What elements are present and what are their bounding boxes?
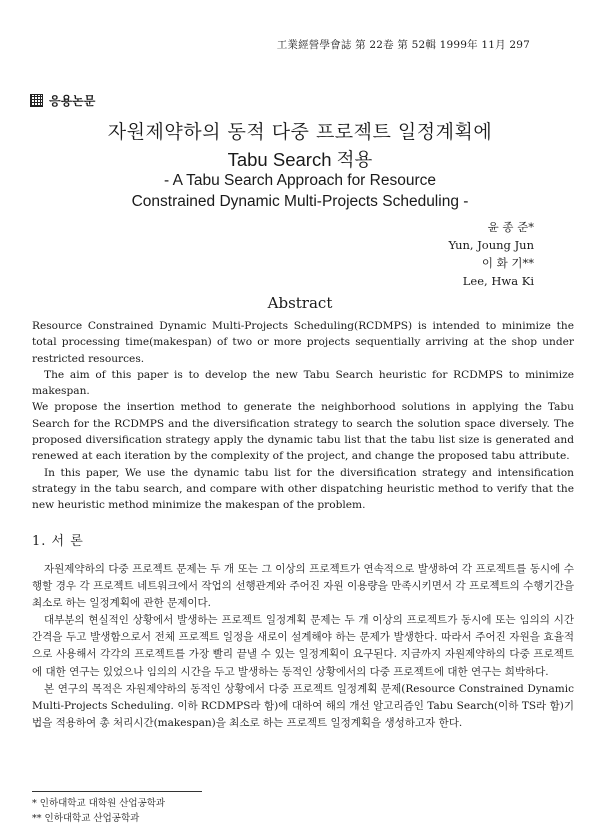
introduction-body (32, 561, 574, 732)
running-header: 工業經營學會誌 第 22卷 第 52輯 1999年 11月 297 (276, 39, 530, 51)
abstract-paragraph: The aim of this paper is to develop the new Tabu Search heuristic for RCDMPS to minimize makespan. (32, 368, 574, 398)
footnote-1: * 인하대학교 대학원 산업공학과 (32, 798, 166, 809)
abstract-paragraph: In this paper, We use the dynamic tabu list for the diversification strategy and intensification strategy in the tabu search, and compare with other dispatching heuristic method to verify that the new heuristic method minimize the makespan of the problem. (32, 466, 574, 512)
section-heading-introduction: 1. 서 론 (32, 534, 84, 549)
author-block (448, 218, 534, 290)
hatched-square-icon (30, 94, 43, 107)
footnotes (32, 796, 165, 826)
title-english-main: Tabu Search 적용 (227, 149, 373, 170)
section-tag-label: 응용논문 (49, 94, 96, 108)
title-english-subtitle-line2: Constrained Dynamic Multi-Projects Scheduling - (131, 193, 469, 210)
abstract-paragraph: Resource Constrained Dynamic Multi-Projects Scheduling(RCDMPS) is intended to minimize the total processing time(makespan) of two or more projects sequentially arriving at the shop under restricted resources. (32, 320, 574, 365)
footnote-2: ** 인하대학교 산업공학과 (32, 813, 140, 824)
body-paragraph: 대부분의 현실적인 상황에서 발생하는 프로젝트 일정계획 문제는 두 개 이상의 프로젝트가 동시에 또는 임의의 시간 간격을 두고 발생함으로서 전체 프로젝트 일정을 새로이 설계해야 하는 문제가 발생한다. 따라서 주어진 자원을 효율적으로 사용해서 각각의 프로젝트를 가장 빨리 끝낼 수 있는 일정계획이 요구된다. 지금까지 자원제약하의 다중 프로젝트에 대한 연구는 있었으나 임의의 시간을 두고 발생하는 동적인 상황에서의 다중 프로젝트에 대한 연구는 희박하다. (32, 614, 574, 678)
abstract-heading: Abstract (267, 294, 333, 312)
author-1-korean: 윤 종 준* (487, 220, 534, 234)
abstract-body (32, 318, 574, 514)
author-2-korean: 이 화 기** (481, 256, 534, 270)
footnote-divider (32, 791, 202, 792)
section-tag (30, 92, 95, 109)
title-english-subtitle-line1: - A Tabu Search Approach for Resource (164, 172, 436, 189)
abstract-paragraph: We propose the insertion method to generate the neighborhood solutions in applying the Tabu Search for the RCDMPS and the diversification strategy to search the solution space diversely. The proposed diversification strategy apply the dynamic tabu list that the tabu list size is generated and renewed at each iteration by the complexity of the project, and change the proposed tabu attribute. (32, 401, 574, 463)
body-paragraph: 자원제약하의 다중 프로젝트 문제는 두 개 또는 그 이상의 프로젝트가 연속적으로 발생하여 각 프로젝트를 동시에 수행할 경우 각 프로젝트 네트워크에서 작업의 선행관계와 주어진 자원 이용량을 만족시키면서 각 프로젝트의 수행기간을 최소로 하는 일정계획에 관한 문제이다. (32, 563, 574, 610)
author-2-english: Lee, Hwa Ki (462, 274, 534, 288)
author-1-english: Yun, Joung Jun (448, 238, 534, 252)
title-korean: 자원제약하의 동적 다중 프로젝트 일정계획에 (107, 121, 493, 143)
body-paragraph: 본 연구의 목적은 자원제약하의 동적인 상황에서 다중 프로젝트 일정계획 문제(Resource Constrained Dynamic Multi-Projects Scheduling. 이하 RCDMPS라 함)에 대하여 해의 개선 알고리즘인 Tabu Search(이하 TS라 함)기법을 적용하여 총 처리시간(makespan)을 최소로 하는 프로젝트 일정계획을 생성하고자 한다. (32, 682, 574, 729)
